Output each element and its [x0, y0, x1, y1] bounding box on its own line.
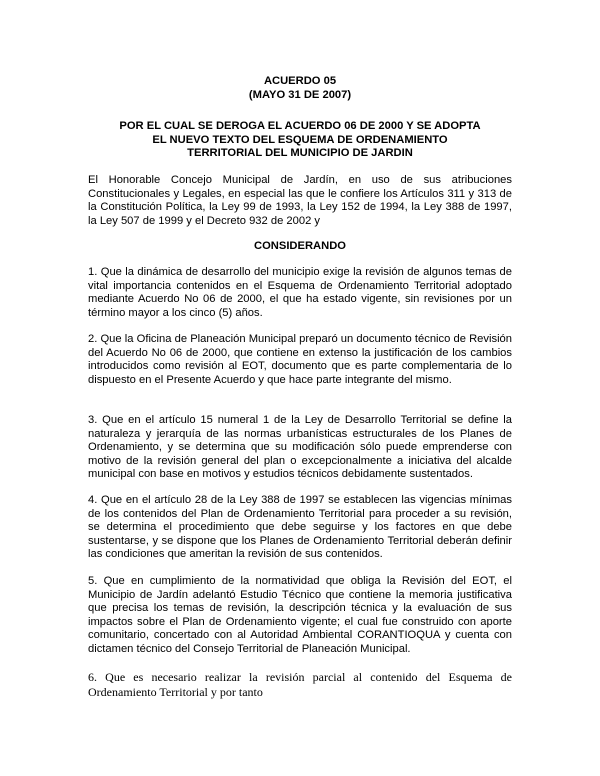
considerando-item-4: 4. Que en el artículo 28 de la Ley 388 de 1997 se establecen las vigencias mínimas de los contenidos del Plan de Ordenamiento Territorial para proceder a su revisión, se determina el procedimiento que debe seguirse y los factores en que debe sustentarse, y se dispone que los Planes de Ordenamiento Territorial deberán definir las condiciones que ameritan la revisión de sus contenidos. — [88, 494, 512, 561]
considerando-item-5: 5. Que en cumplimiento de la normatividad que obliga la Revisión del EOT, el Municipio de Jardín adelantó Estudio Técnico que contiene la memoria justificativa que precisa los temas de revisión, la descripción técnica y la evaluación de sus impactos sobre el Plan de Ordenamiento vigente; el cual fue construido con aporte comunitario, concertado con al Autoridad Ambiental CORANTIOQUA y cuenta con dictamen técnico del Consejo Territorial de Planeación Municipal. — [88, 575, 512, 655]
document-title — [0, 75, 600, 102]
title-line-2: (MAYO 31 DE 2007) — [248, 88, 352, 101]
considerando-heading: CONSIDERANDO — [254, 240, 346, 252]
considerando-item-3: 3. Que en el artículo 15 numeral 1 de la Ley de Desarrollo Territorial se define la naturaleza y jerarquía de las normas urbanísticas estructurales de los Planes de Ordenamiento, y se determina que su modificación sólo puede emprenderse con motivo de la revisión general del plan o excepcionalmente a iniciativa del alcalde municipal con base en motivos y estudios técnicos debidamente sustentados. — [88, 414, 512, 481]
considerando-item-6: 6. Que es necesario realizar la revisión parcial al contenido del Esquema de Ordenamiento Territorial y por tanto — [88, 670, 512, 699]
document-subtitle: POR EL CUAL SE DEROGA EL ACUERDO 06 DE 2000 Y SE ADOPTA EL NUEVO TEXTO DEL ESQUEMA DE ORDENAMIENTO TERRITORIAL DEL MUNICIPIO DE JARDIN — [119, 120, 481, 160]
title-line-1: ACUERDO 05 — [263, 75, 337, 87]
intro-paragraph: El Honorable Concejo Municipal de Jardín, en uso de sus atribuciones Constitucionales y Legales, en especial las que le confiere los Artículos 311 y 313 de la Constitución Política, la Ley 99 de 1993, la Ley 152 de 1994, la Ley 388 de 1997, la Ley 507 de 1999 y el Decreto 932 de 2002 y — [88, 174, 512, 227]
considerando-item-2: 2. Que la Oficina de Planeación Municipal preparó un documento técnico de Revisión del Acuerdo No 06 de 2000, que contiene en extenso la justificación de los cambios introducidos como revisión al EOT, documento que es parte complementaria de lo dispuesto en el Presente Acuerdo y que hace parte integrante del mismo. — [88, 333, 512, 386]
considerando-item-1: 1. Que la dinámica de desarrollo del municipio exige la revisión de algunos temas de vital importancia contenidos en el Esquema de Ordenamiento Territorial adoptado mediante Acuerdo No 06 de 2000, el que ha estado vigente, sin revisiones por un término mayor a los cinco (5) años. — [88, 266, 512, 319]
